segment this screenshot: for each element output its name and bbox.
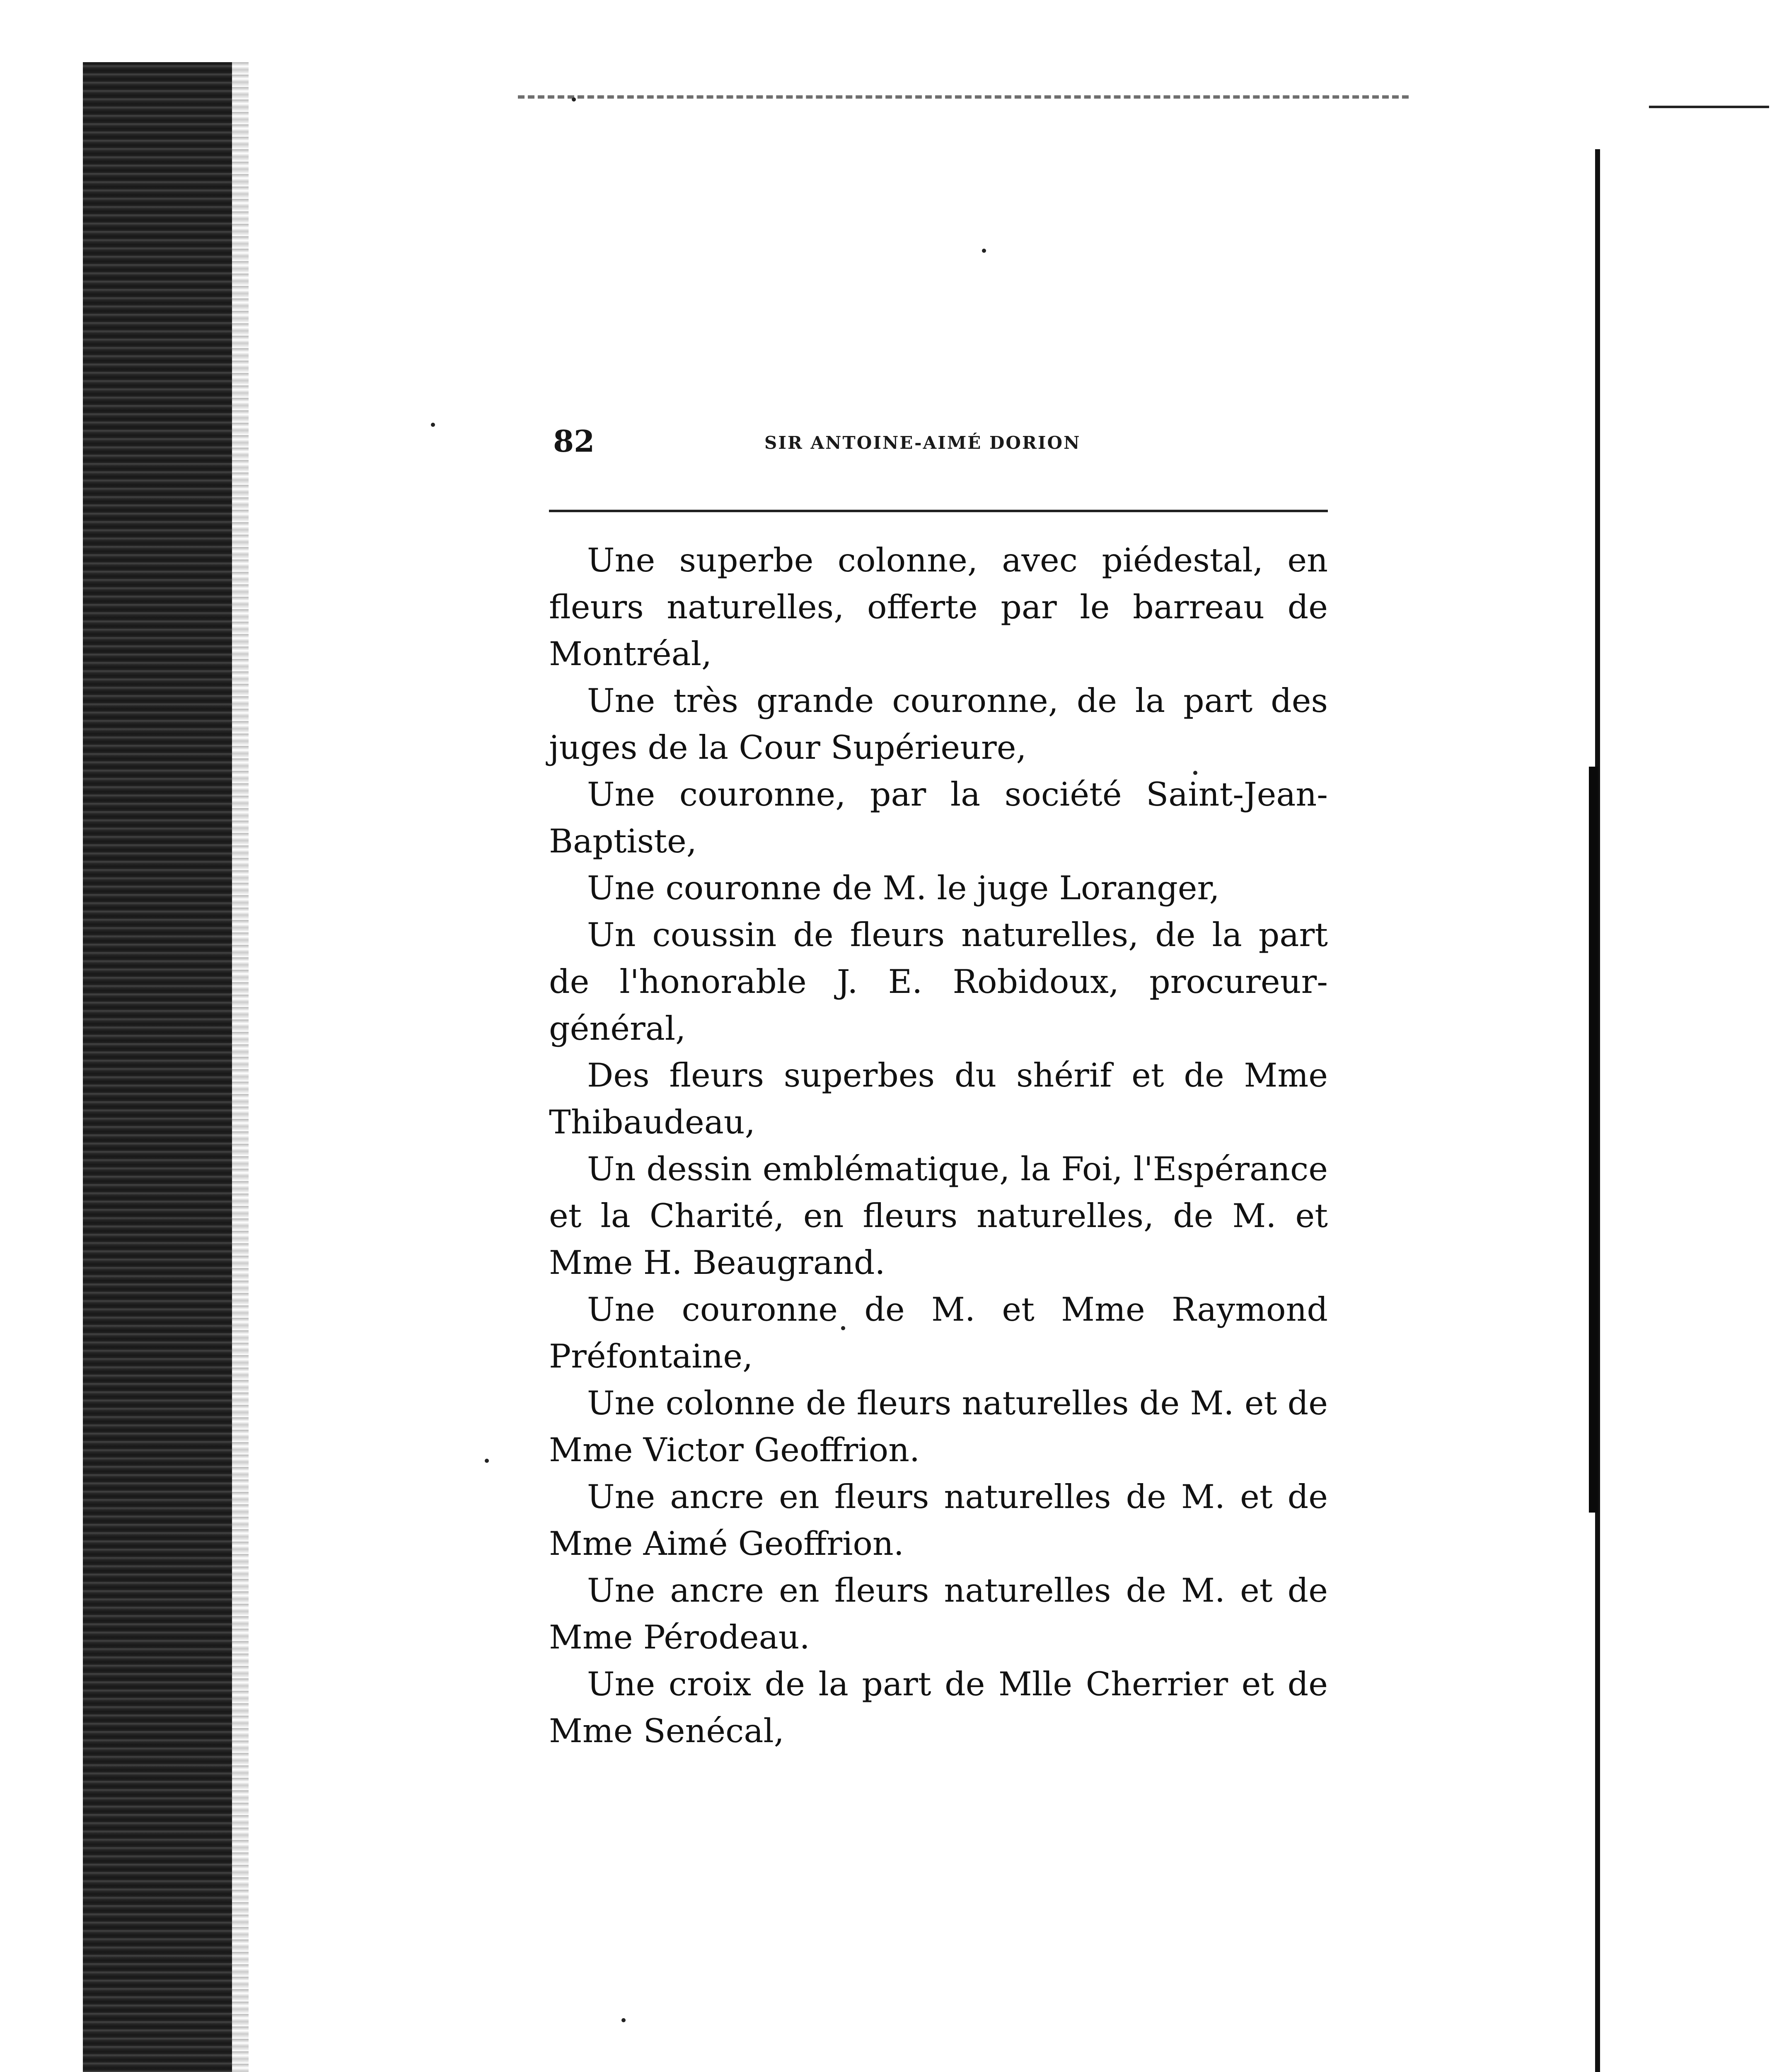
tribute-entry: Une ancre en fleurs naturelles de M. et de Mme Pérodeau. [549, 1571, 1328, 1656]
scan-speck [431, 423, 435, 427]
tribute-entry: Des fleurs superbes du shérif et de Mme Thibaudeau, [549, 1056, 1328, 1141]
tribute-entry: Une très grande couronne, de la part des juges de la Cour Supérieure, [549, 682, 1328, 767]
binding-shadow-edge [232, 62, 249, 2072]
scan-top-rule [1649, 106, 1769, 108]
tribute-entry: Une ancre en fleurs naturelles de M. et de Mme Aimé Geoffrion. [549, 1478, 1328, 1563]
tribute-entry: Une croix de la part de Mlle Cherrier et de Mme Senécal, [549, 1665, 1328, 1750]
scan-speck [982, 249, 986, 253]
book-page [549, 423, 1328, 1755]
tribute-entry: Une couronne de M. et Mme Raymond Préfontaine, [549, 1290, 1328, 1375]
scan-speck [485, 1459, 489, 1463]
floral-tribute-list [549, 537, 1328, 1755]
scan-top-dashes [518, 95, 1409, 99]
tribute-entry: Une couronne, par la société Saint-Jean-Baptiste, [549, 775, 1328, 860]
binding-shadow [83, 62, 232, 2072]
tribute-entry: Une superbe colonne, avec piédestal, en fleurs naturelles, offerte par le barreau de Montréal, [549, 541, 1328, 673]
scan-speck [572, 97, 576, 102]
running-head [549, 423, 1328, 460]
page-number: 82 [553, 424, 595, 459]
running-head-title: SIR ANTOINE-AIMÉ DORION [764, 433, 1081, 453]
tribute-entry: Un dessin emblématique, la Foi, l'Espérance et la Charité, en fleurs naturelles, de M. et Mme H. Beaugrand. [549, 1150, 1328, 1282]
header-rule [549, 510, 1328, 512]
tribute-entry: Un coussin de fleurs naturelles, de la part de l'honorable J. E. Robidoux, procureur-général, [549, 916, 1328, 1048]
tribute-entry: Une colonne de fleurs naturelles de M. et de Mme Victor Geoffrion. [549, 1384, 1328, 1469]
tribute-entry: Une couronne de M. le juge Loranger, [587, 869, 1220, 907]
page-edge-rule-thick [1589, 767, 1598, 1513]
scan-speck [621, 2018, 626, 2022]
